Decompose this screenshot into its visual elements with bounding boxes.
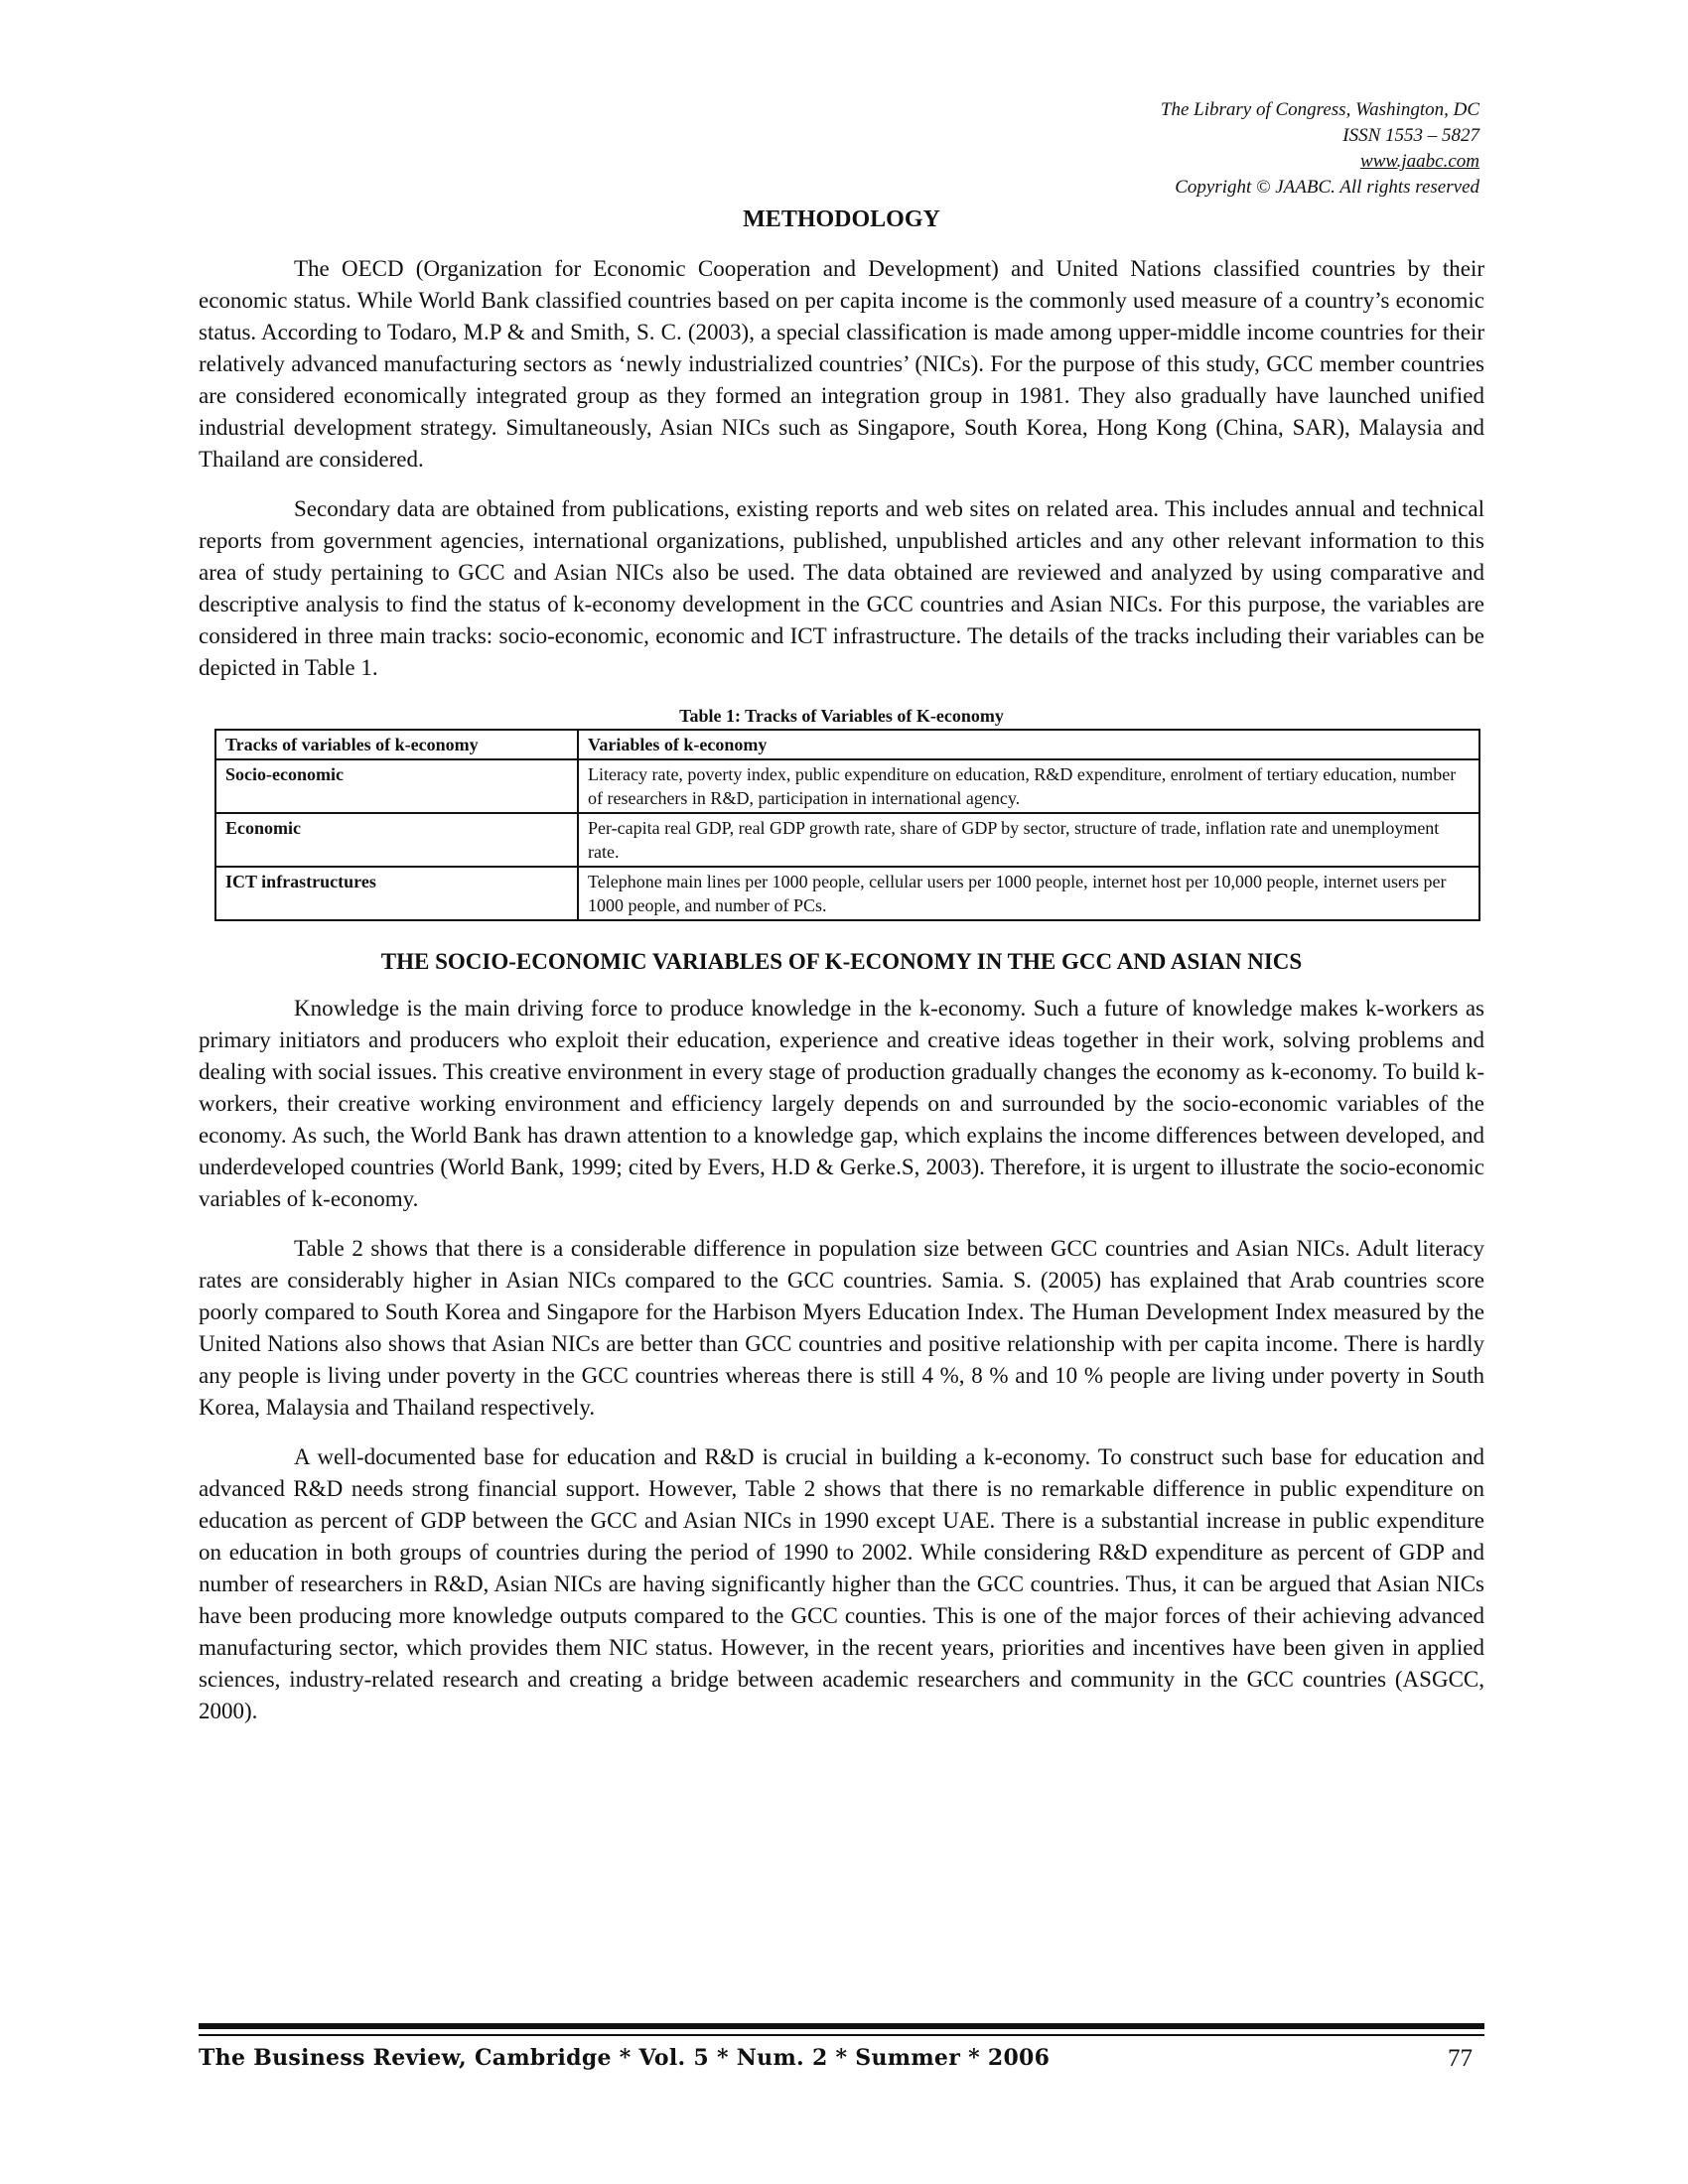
paragraph: Knowledge is the main driving force to produce knowledge in the k-economy. Such a future of knowledge makes k-workers as primary initiators and producers who exploit their education, experience and creative ideas together in their work, solving problems and dealing with social issues. This creative environment in every stage of production gradually changes the economy as k-economy. To build k-workers, their creative working environment and efficiency largely depends on and surrounded by the socio-economic variables of the economy. As such, the World Bank has drawn attention to a knowledge gap, which explains the income differences between developed, and underdeveloped countries (World Bank, 1999; cited by Evers, H.D & Gerke.S, 2003). Therefore, it is urgent to illustrate the socio-economic variables of k-economy.	[199, 996, 1484, 1211]
footer-divider	[199, 2023, 1484, 2029]
table-cell-track: Socio-economic	[215, 759, 578, 813]
table-cell-track: ICT infrastructures	[215, 867, 578, 920]
tracks-table	[214, 729, 1480, 921]
table-cell-track: Economic	[215, 813, 578, 867]
table-header-cell: Variables of k-economy	[578, 730, 1479, 759]
paragraph: Secondary data are obtained from publications, existing reports and web sites on related area. This includes annual and technical reports from government agencies, international organizations, published, unpublished articles and any other relevant information to this area of study pertaining to GCC and Asian NICs also be used. The data obtained are reviewed and analyzed by using comparative and descriptive analysis to find the status of k-economy development in the GCC countries and Asian NICs. For this purpose, the variables are considered in three main tracks: socio-economic, economic and ICT infrastructure. The details of the tracks including their variables can be depicted in Table 1.	[199, 496, 1484, 680]
header-issn: ISSN 1553 – 5827	[1342, 125, 1479, 146]
table-caption: Table 1: Tracks of Variables of K-economy	[679, 706, 1004, 726]
paragraph: Table 2 shows that there is a considerable difference in population size between GCC countries and Asian NICs. Adult literacy rates are considerably higher in Asian NICs compared to the GCC countries. Samia. S. (2005) has explained that Arab countries score poorly compared to South Korea and Singapore for the Harbison Myers Education Index. The Human Development Index measured by the United Nations also shows that Asian NICs are better than GCC countries and positive relationship with per capita income. There is hardly any people is living under poverty in the GCC countries whereas there is still 4 %, 8 % and 10 % people are living under poverty in South Korea, Malaysia and Thailand respectively.	[199, 1236, 1484, 1420]
table-row	[215, 759, 1479, 813]
footer-journal-info: The Business Review, Cambridge * Vol. 5 * Num. 2 * Summer * 2006	[199, 2045, 1051, 2071]
table-row	[215, 813, 1479, 867]
table-header-row	[215, 730, 1479, 759]
header-library: The Library of Congress, Washington, DC	[1160, 99, 1479, 120]
article-body	[199, 206, 1484, 1745]
header-copyright: Copyright © JAABC. All rights reserved	[1175, 177, 1479, 198]
table-header-cell: Tracks of variables of k-economy	[215, 730, 578, 759]
section-heading-methodology: METHODOLOGY	[743, 206, 940, 232]
page-number: 77	[1448, 2045, 1473, 2072]
paragraph: A well-documented base for education and R&D is crucial in building a k-economy. To construct such base for education and advanced R&D needs strong financial support. However, Table 2 shows that there is no remarkable difference in public expenditure on education as percent of GDP between the GCC and Asian NICs in 1990 except UAE. There is a substantial increase in public expenditure on education in both groups of countries during the period of 1990 to 2002. While considering R&D expenditure as percent of GDP and number of researchers in R&D, Asian NICs are having significantly higher than the GCC countries. Thus, it can be argued that Asian NICs have been producing more knowledge outputs compared to the GCC counties. This is one of the major forces of their achieving advanced manufacturing sector, which provides them NIC status. However, in the recent years, priorities and incentives have been given in applied sciences, industry-related research and creating a bridge between academic researchers and community in the GCC countries (ASGCC, 2000).	[199, 1444, 1484, 1723]
footer-divider	[199, 2034, 1484, 2036]
table-cell-variables: Per-capita real GDP, real GDP growth rate, share of GDP by sector, structure of trade, inflation rate and unemployment rate.	[578, 813, 1479, 867]
table-cell-variables: Telephone main lines per 1000 people, cellular users per 1000 people, internet host per 10,000 people, internet users per 1000 people, and number of PCs.	[578, 867, 1479, 920]
table-row	[215, 867, 1479, 920]
paragraph: The OECD (Organization for Economic Cooperation and Development) and United Nations classified countries by their economic status. While World Bank classified countries based on per capita income is the commonly used measure of a country’s economic status. According to Todaro, M.P & and Smith, S. C. (2003), a special classification is made among upper-middle income countries for their relatively advanced manufacturing sectors as ‘newly industrialized countries’ (NICs). For the purpose of this study, GCC member countries are considered economically integrated group as they formed an integration group in 1981. They also gradually have launched unified industrial development strategy. Simultaneously, Asian NICs such as Singapore, South Korea, Hong Kong (China, SAR), Malaysia and Thailand are considered.	[199, 256, 1484, 472]
table-cell-variables: Literacy rate, poverty index, public expenditure on education, R&D expenditure, enrolment of tertiary education, number of researchers in R&D, participation in international agency.	[578, 759, 1479, 813]
journal-header	[963, 97, 1479, 201]
section-heading-socio-economic: THE SOCIO-ECONOMIC VARIABLES OF K-ECONOMY IN THE GCC AND ASIAN NICS	[380, 949, 1303, 974]
header-url[interactable]: www.jaabc.com	[1360, 151, 1479, 172]
